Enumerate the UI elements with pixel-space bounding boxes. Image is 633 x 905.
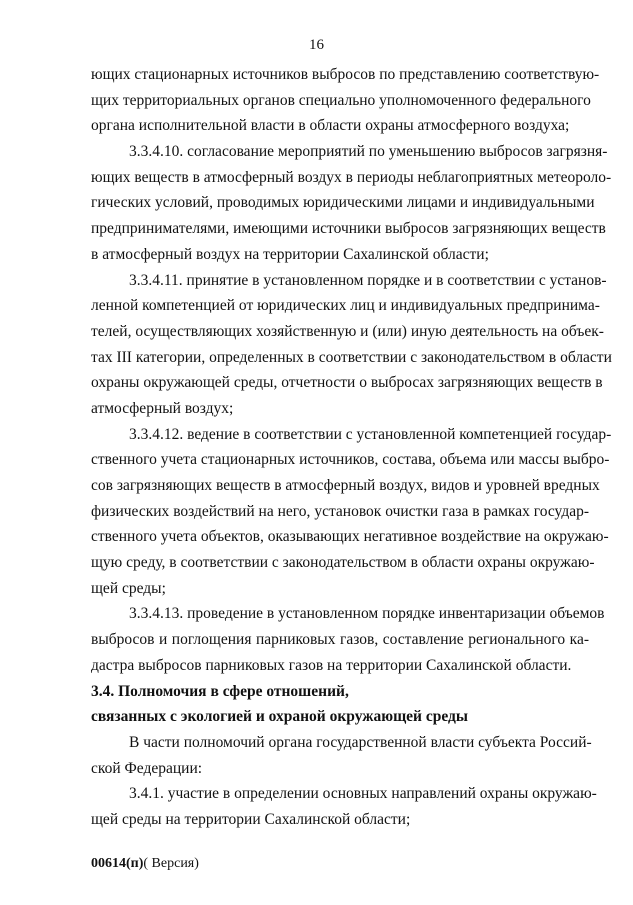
- text-line: в атмосферный воздух на территории Сахалинской области;: [91, 245, 489, 263]
- section-heading-line: связанных с экологией и охраной окружающей среды: [91, 708, 468, 726]
- text-line: щей среды на территории Сахалинской области;: [91, 810, 411, 828]
- text-line: ющих стационарных источников выбросов по представлению соответствую-: [91, 66, 600, 83]
- footer: [91, 856, 199, 872]
- text-line: выбросов и поглощения парниковых газов, составление регионального ка-: [91, 631, 589, 649]
- body-text: [91, 62, 612, 833]
- text-line: щей среды;: [91, 579, 166, 597]
- text-line: органа исполнительной власти в области охраны атмосферного воздуха;: [91, 117, 570, 135]
- document-code: 00614(п): [91, 856, 144, 871]
- text-line: 3.3.4.11. принятие в установленном порядке и в соответствии с установ-: [129, 271, 607, 289]
- page-number: 16: [309, 37, 324, 53]
- text-line: ленной компетенцией от юридических лиц и индивидуальных предпринима-: [91, 297, 600, 315]
- text-line: 3.3.4.10. согласование мероприятий по уменьшению выбросов загрязня-: [129, 143, 608, 161]
- text-line: щих территориальных органов специально уполномоченного федерального: [91, 91, 591, 109]
- document-version: ( Версия): [143, 856, 199, 871]
- text-line: атмосферный воздух;: [91, 399, 234, 417]
- text-line: 3.3.4.13. проведение в установленном порядке инвентаризации объемов: [129, 605, 605, 623]
- text-line: охраны окружающей среды, отчетности о выбросах загрязняющих веществ в: [91, 374, 603, 392]
- text-line: гических условий, проводимых юридическими лицами и индивидуальными: [91, 194, 595, 212]
- text-line: сов загрязняющих веществ в атмосферный воздух, видов и уровней вредных: [91, 477, 600, 494]
- text-line: ской Федерации:: [91, 759, 203, 777]
- text-line: тах III категории, определенных в соответствии с законодательством в области: [91, 348, 612, 366]
- text-line: 3.4.1. участие в определении основных направлений охраны окружаю-: [129, 785, 597, 803]
- text-line: физических воздействий на него, установок очистки газа в рамках государ-: [91, 502, 589, 520]
- text-line: ственного учета стационарных источников, состава, объема или массы выбро-: [91, 451, 610, 469]
- section-heading-line: 3.4. Полномочия в сфере отношений,: [91, 682, 349, 700]
- text-line: щую среду, в соответствии с законодательством в области охраны окружаю-: [91, 554, 595, 572]
- text-line: ющих веществ в атмосферный воздух в периоды неблагоприятных метеороло-: [91, 168, 612, 186]
- text-line: дастра выбросов парниковых газов на территории Сахалинской области.: [91, 656, 572, 674]
- text-line: предпринимателями, имеющими источники выбросов загрязняющих веществ: [91, 220, 606, 238]
- text-line: телей, осуществляющих хозяйственную и (или) иную деятельность на объек-: [91, 322, 604, 340]
- text-line: В части полномочий органа государственной власти субъекта Россий-: [129, 733, 592, 751]
- text-line: 3.3.4.12. ведение в соответствии с установленной компетенцией государ-: [129, 425, 612, 443]
- text-line: ственного учета объектов, оказывающих негативное воздействие на окружаю-: [91, 528, 609, 546]
